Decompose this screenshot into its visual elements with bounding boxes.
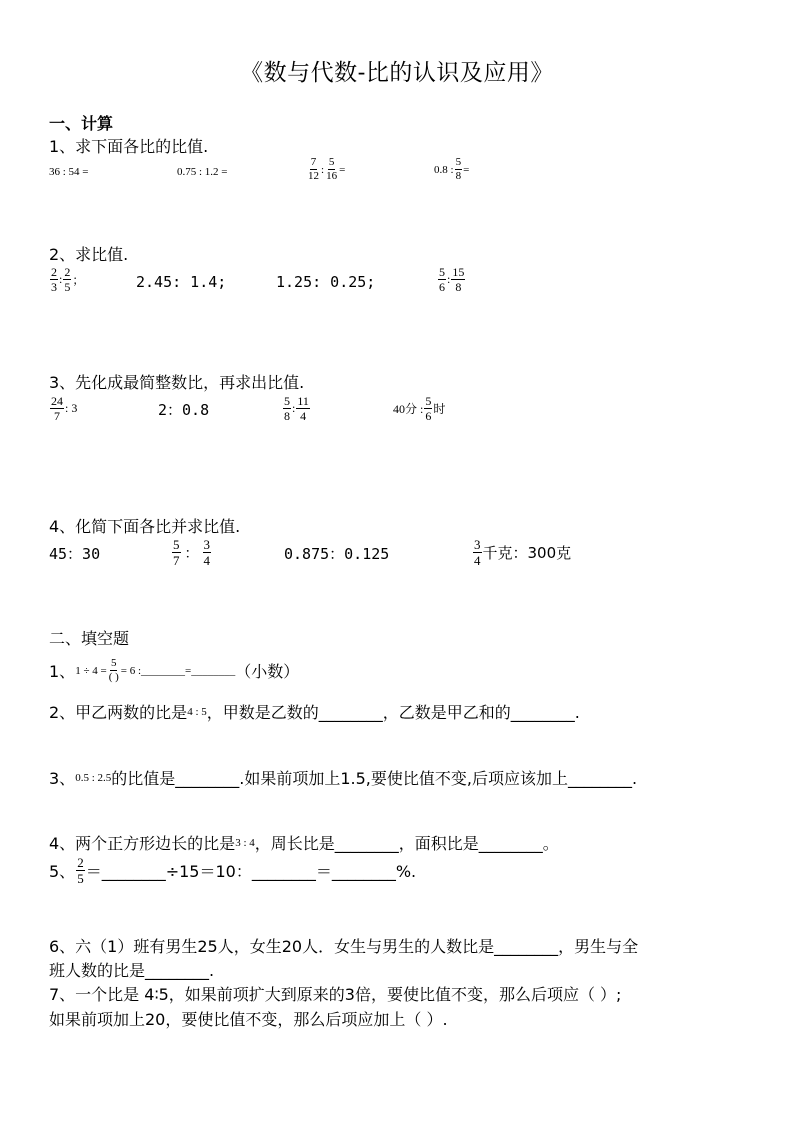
frac-num: 5 — [284, 394, 290, 408]
frac-den: 6 — [425, 409, 432, 423]
frac-num: 2 — [77, 855, 84, 870]
q2-d — [437, 266, 466, 293]
frac-den: 3 — [51, 280, 57, 294]
semicolon: ； — [72, 273, 85, 287]
q4-a: 45：30 — [49, 545, 101, 563]
ratio-tail: : 3 — [65, 401, 78, 415]
ratio-sep: : — [292, 401, 296, 415]
q4-b — [171, 538, 212, 567]
frac-num: 2 — [51, 265, 57, 279]
unit-label: 时 — [433, 402, 446, 416]
expression-end: = 6 :________=________ — [120, 664, 236, 677]
frac-num: 5 — [439, 265, 445, 279]
q1-d — [434, 157, 469, 182]
fill-q4 — [49, 831, 559, 854]
fill-q7-line1: 7、一个比是 4∶5，如果前项扩大到原来的3倍，要使比值不变，那么后项应（ ）; — [49, 985, 622, 1004]
frac-num: 3 — [474, 537, 481, 552]
frac-num: 5 — [455, 156, 462, 168]
frac-den: 6 — [439, 280, 445, 294]
q3-prompt: 3、先化成最简整数比，再求出比值. — [49, 373, 305, 392]
q2-b: 2.45: 1.4; — [136, 273, 227, 291]
question-text-rest: ，周长比是________，面积比是________。 — [254, 834, 559, 853]
question-number: 3、 — [49, 769, 76, 788]
frac-den-blank: ( ) — [108, 671, 119, 683]
question-text: 4、两个正方形边长的比是 — [49, 834, 236, 853]
question-text: 2、甲乙两数的比是 — [49, 703, 188, 722]
frac-den: 12 — [308, 170, 319, 182]
frac-num: 5 — [110, 657, 117, 669]
q3-a — [49, 395, 77, 422]
frac-den: 5 — [64, 280, 71, 294]
q4-d — [472, 538, 571, 567]
q3-b: 2：0.8 — [158, 401, 210, 419]
frac-den: 7 — [54, 409, 60, 423]
question-text-rest: ，甲数是乙数的________，乙数是甲乙和的________. — [206, 703, 580, 722]
frac-num: 3 — [203, 537, 210, 552]
section-heading-calc: 一、计算 — [49, 114, 114, 133]
ratio-value: 4 : 5 — [187, 705, 207, 718]
ratio-value: 3 : 4 — [235, 836, 255, 849]
frac-den: 8 — [455, 280, 462, 294]
fill-q7-line2: 如果前项加上20，要使比值不变，那么后项应加上（ ）. — [49, 1010, 448, 1029]
frac-num: 7 — [310, 156, 317, 168]
question-text-rest: 的比值是________.如果前项加上1.5,要使比值不变,后项应该加上________. — [111, 769, 638, 788]
q2-c: 1.25: 0.25; — [276, 273, 376, 291]
frac-num: 11 — [297, 394, 309, 408]
page-title: 《数与代数-比的认识及应用》 — [240, 60, 554, 86]
q2-prompt: 2、求比值. — [49, 245, 129, 264]
ratio-sep: : — [321, 163, 325, 176]
ratio-sep: ： — [184, 545, 199, 562]
q3-c — [282, 395, 311, 422]
fill-q2 — [49, 700, 580, 723]
frac-den: 4 — [300, 409, 307, 423]
ratio-prefix: 40分 : — [393, 402, 424, 416]
equals-sign: = — [463, 163, 470, 176]
frac-num: 24 — [51, 394, 63, 408]
frac-num: 5 — [173, 537, 180, 552]
frac-num: 15 — [452, 265, 465, 279]
expression-start: 1 ÷ 4 = — [75, 664, 107, 677]
fill-q5 — [49, 856, 416, 885]
frac-num: 5 — [425, 394, 432, 408]
q3-d — [393, 395, 445, 422]
fill-q3 — [49, 766, 637, 789]
frac-den: 4 — [474, 553, 481, 568]
q1-a: 36 : 54 = — [49, 166, 89, 178]
frac-den: 7 — [173, 553, 180, 568]
frac-den: 4 — [203, 553, 210, 568]
fill-q6-line2: 班人数的比是________. — [49, 961, 215, 980]
frac-den: 5 — [77, 871, 84, 886]
ratio-prefix: 0.8 : — [434, 163, 454, 176]
frac-den: 16 — [326, 170, 338, 182]
frac-den: 8 — [455, 170, 462, 182]
ratio-sep: : — [447, 272, 451, 286]
section-heading-fill: 二、填空题 — [49, 629, 130, 648]
q4-prompt: 4、化简下面各比并求比值. — [49, 517, 241, 536]
frac-num: 5 — [328, 156, 335, 168]
q4-c: 0.875：0.125 — [284, 545, 390, 563]
frac-den: 8 — [284, 409, 290, 423]
ratio-sep: : — [59, 272, 63, 286]
question-number: 5、 — [49, 862, 76, 881]
q1-b: 0.75 : 1.2 = — [177, 166, 228, 178]
unit-label: 千克：300克 — [482, 544, 572, 562]
decimal-hint: （小数） — [235, 662, 300, 681]
q2-a — [49, 266, 84, 293]
question-number: 1、 — [49, 662, 76, 681]
question-text-rest: ＝________÷15＝10：________＝________%. — [85, 862, 417, 881]
frac-num: 2 — [64, 265, 71, 279]
ratio-value: 0.5 : 2.5 — [75, 771, 112, 784]
fill-q1 — [49, 658, 299, 683]
q1-prompt: 1、求下面各比的比值. — [49, 137, 209, 156]
equals-sign: = — [339, 163, 346, 176]
fill-q6-line1: 6、六（1）班有男生25人，女生20人．女生与男生的人数比是________，男生与全 — [49, 937, 639, 956]
q1-c — [306, 157, 345, 182]
